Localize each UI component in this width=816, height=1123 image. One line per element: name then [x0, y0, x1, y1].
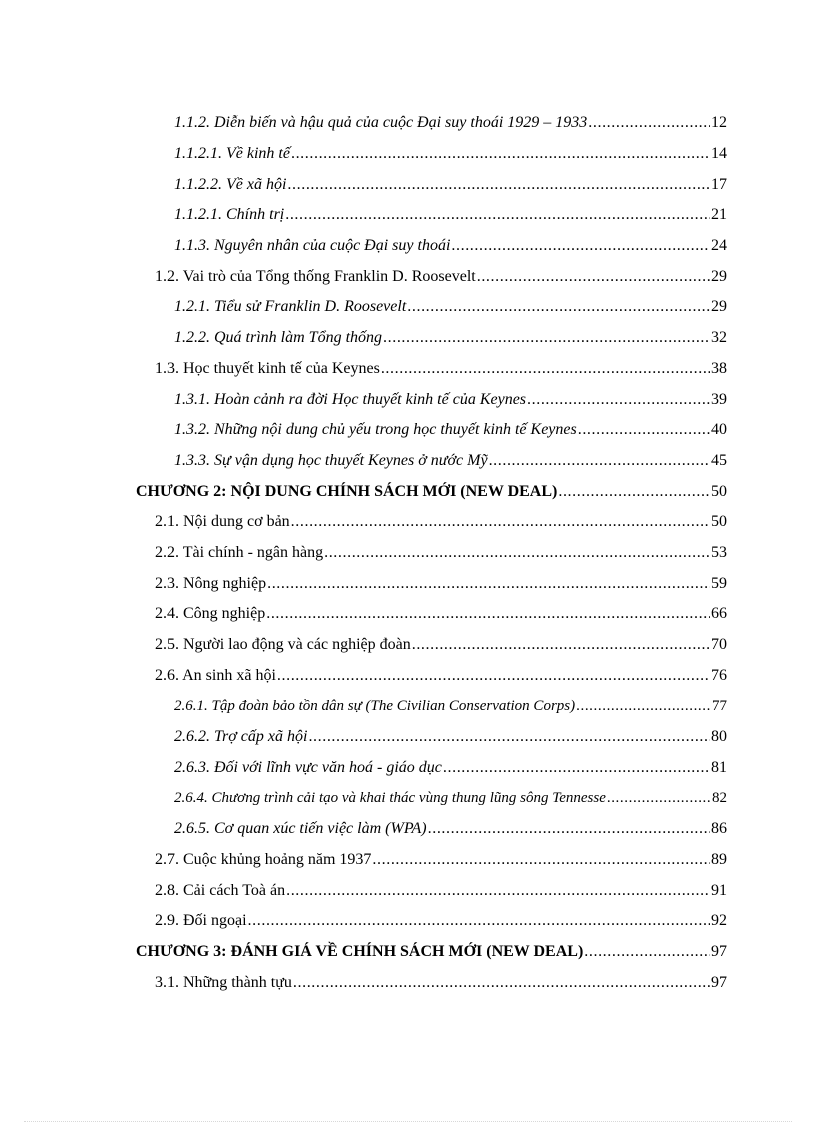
toc-entry-title: 1.1.3. Nguyên nhân của cuộc Đại suy thoái — [174, 237, 451, 255]
toc-leader-dots — [578, 422, 710, 438]
toc-entry-page: 14 — [711, 145, 727, 163]
toc-leader-dots — [277, 668, 710, 684]
toc-entry-title: 2.8. Cải cách Toà án — [155, 881, 286, 899]
toc-leader-dots — [291, 146, 710, 162]
toc-leader-dots — [443, 760, 710, 776]
toc-entry[interactable] — [155, 538, 727, 569]
toc-leader-dots — [584, 944, 710, 960]
toc-leader-dots — [308, 729, 710, 745]
toc-chapter-entry[interactable] — [136, 937, 727, 968]
toc-entry[interactable] — [174, 169, 727, 200]
toc-entry-title: 2.6.1. Tập đoàn bảo tồn dân sự (The Civilian Conservation Corps) — [174, 697, 576, 714]
toc-entry[interactable] — [174, 415, 727, 446]
toc-leader-dots — [489, 453, 710, 469]
toc-entry-title: 2.6.3. Đối với lĩnh vực văn hoá - giáo dục — [174, 758, 442, 776]
toc-entry-page: 81 — [711, 758, 727, 776]
toc-entry-page: 39 — [711, 390, 727, 408]
toc-entry-page: 66 — [711, 605, 727, 623]
toc-entry[interactable] — [155, 660, 727, 691]
toc-entry-page: 80 — [711, 728, 727, 746]
toc-entry[interactable] — [155, 507, 727, 538]
toc-leader-dots — [588, 115, 710, 131]
toc-entry-page: 12 — [711, 114, 727, 132]
toc-entry[interactable] — [155, 261, 727, 292]
toc-leader-dots — [287, 177, 710, 193]
toc-entry-page: 21 — [711, 206, 727, 224]
toc-leader-dots — [324, 545, 710, 561]
toc-entry[interactable] — [155, 906, 727, 937]
toc-entry-title: 1.3.3. Sự vận dụng học thuyết Keynes ở nước Mỹ — [174, 451, 488, 469]
toc-entry-page: 77 — [712, 697, 727, 714]
toc-entry[interactable] — [174, 231, 727, 262]
toc-entry-page: 82 — [712, 789, 727, 806]
toc-entry[interactable] — [155, 630, 727, 661]
toc-entry-page: 76 — [711, 666, 727, 684]
toc-entry[interactable] — [174, 752, 727, 783]
toc-leader-dots — [477, 269, 710, 285]
toc-entry-title: 2.9. Đối ngoại — [155, 912, 247, 930]
toc-leader-dots — [558, 484, 710, 500]
toc-entry[interactable] — [174, 108, 727, 139]
toc-entry-title: 1.2.2. Quá trình làm Tổng thống — [174, 329, 383, 347]
toc-entry-title: 3.1. Những thành tựu — [155, 973, 292, 991]
toc-entry[interactable] — [155, 875, 727, 906]
toc-entry[interactable] — [174, 200, 727, 231]
toc-entry-title: 1.1.2.1. Về kinh tế — [174, 145, 290, 163]
table-of-contents — [0, 108, 816, 998]
toc-leader-dots — [607, 790, 711, 806]
toc-entry-page: 50 — [711, 482, 727, 500]
toc-entry[interactable] — [155, 354, 727, 385]
toc-entry-title: 1.1.2.2. Về xã hội — [174, 175, 287, 193]
toc-entry[interactable] — [174, 323, 727, 354]
toc-leader-dots — [407, 299, 710, 315]
toc-entry-title: 1.2.1. Tiểu sử Franklin D. Roosevelt — [174, 298, 407, 316]
toc-leader-dots — [381, 361, 710, 377]
toc-entry-page: 91 — [711, 881, 727, 899]
toc-entry[interactable] — [174, 814, 727, 845]
toc-chapter-title: CHƯƠNG 3: ĐÁNH GIÁ VỀ CHÍNH SÁCH MỚI (NEW DEAL) — [136, 942, 584, 960]
toc-entry[interactable] — [174, 446, 727, 477]
toc-entry[interactable] — [174, 292, 727, 323]
toc-entry-page: 59 — [711, 574, 727, 592]
toc-entry[interactable] — [155, 599, 727, 630]
toc-chapter-title: CHƯƠNG 2: NỘI DUNG CHÍNH SÁCH MỚI (NEW DEAL) — [136, 482, 558, 500]
toc-entry-page: 29 — [711, 267, 727, 285]
toc-entry-title: 1.3.1. Hoàn cảnh ra đời Học thuyết kinh tế của Keynes — [174, 390, 527, 408]
toc-entry-title: 2.2. Tài chính - ngân hàng — [155, 543, 324, 561]
toc-entry-title: 1.3.2. Những nội dung chủ yếu trong học thuyết kinh tế Keynes — [174, 421, 577, 439]
toc-leader-dots — [285, 207, 710, 223]
toc-entry-page: 97 — [711, 942, 727, 960]
toc-entry-title: 2.1. Nội dung cơ bản — [155, 513, 290, 531]
page-bottom-divider — [24, 1121, 792, 1122]
toc-entry-page: 97 — [711, 973, 727, 991]
toc-entry[interactable] — [155, 967, 727, 998]
toc-entry[interactable] — [174, 722, 727, 753]
toc-entry-title: 1.2. Vai trò của Tổng thống Franklin D. Roosevelt — [155, 267, 476, 285]
toc-entry[interactable] — [155, 845, 727, 876]
toc-entry-page: 17 — [711, 175, 727, 193]
toc-entry-page: 89 — [711, 850, 727, 868]
toc-leader-dots — [383, 330, 710, 346]
toc-entry-title: 2.6.4. Chương trình cải tạo và khai thác vùng thung lũng sông Tennesse — [174, 789, 606, 806]
toc-entry[interactable] — [174, 691, 727, 722]
toc-entry-title: 2.6.5. Cơ quan xúc tiến việc làm (WPA) — [174, 820, 427, 838]
toc-entry[interactable] — [174, 139, 727, 170]
toc-leader-dots — [291, 514, 710, 530]
toc-entry[interactable] — [174, 783, 727, 814]
toc-leader-dots — [451, 238, 710, 254]
toc-leader-dots — [527, 392, 710, 408]
toc-leader-dots — [412, 637, 710, 653]
toc-entry-page: 70 — [711, 636, 727, 654]
toc-entry[interactable] — [174, 384, 727, 415]
toc-entry-title: 1.1.2. Diễn biến và hậu quả của cuộc Đại suy thoái 1929 – 1933 — [174, 114, 588, 132]
toc-leader-dots — [372, 852, 710, 868]
toc-entry-title: 2.5. Người lao động và các nghiệp đoàn — [155, 636, 411, 654]
toc-leader-dots — [428, 821, 710, 837]
toc-entry-page: 53 — [711, 543, 727, 561]
toc-leader-dots — [576, 698, 711, 714]
toc-leader-dots — [293, 975, 710, 991]
toc-chapter-entry[interactable] — [136, 476, 727, 507]
toc-entry-page: 29 — [711, 298, 727, 316]
toc-entry-title: 2.6.2. Trợ cấp xã hội — [174, 728, 308, 746]
toc-entry-page: 50 — [711, 513, 727, 531]
toc-entry-page: 45 — [711, 451, 727, 469]
toc-leader-dots — [266, 606, 710, 622]
toc-entry-page: 40 — [711, 421, 727, 439]
toc-entry[interactable] — [155, 568, 727, 599]
toc-entry-page: 86 — [711, 820, 727, 838]
toc-entry-page: 92 — [711, 912, 727, 930]
toc-entry-title: 2.3. Nông nghiệp — [155, 574, 267, 592]
toc-entry-title: 1.3. Học thuyết kinh tế của Keynes — [155, 359, 380, 377]
toc-entry-page: 24 — [711, 237, 727, 255]
toc-entry-title: 2.4. Công nghiệp — [155, 605, 266, 623]
toc-leader-dots — [286, 883, 710, 899]
toc-entry-title: 2.7. Cuộc khủng hoảng năm 1937 — [155, 850, 372, 868]
toc-leader-dots — [248, 913, 710, 929]
toc-entry-page: 32 — [711, 329, 727, 347]
toc-leader-dots — [267, 576, 710, 592]
toc-entry-title: 1.1.2.1. Chính trị — [174, 206, 285, 224]
toc-entry-title: 2.6. An sinh xã hội — [155, 666, 276, 684]
toc-entry-page: 38 — [711, 359, 727, 377]
